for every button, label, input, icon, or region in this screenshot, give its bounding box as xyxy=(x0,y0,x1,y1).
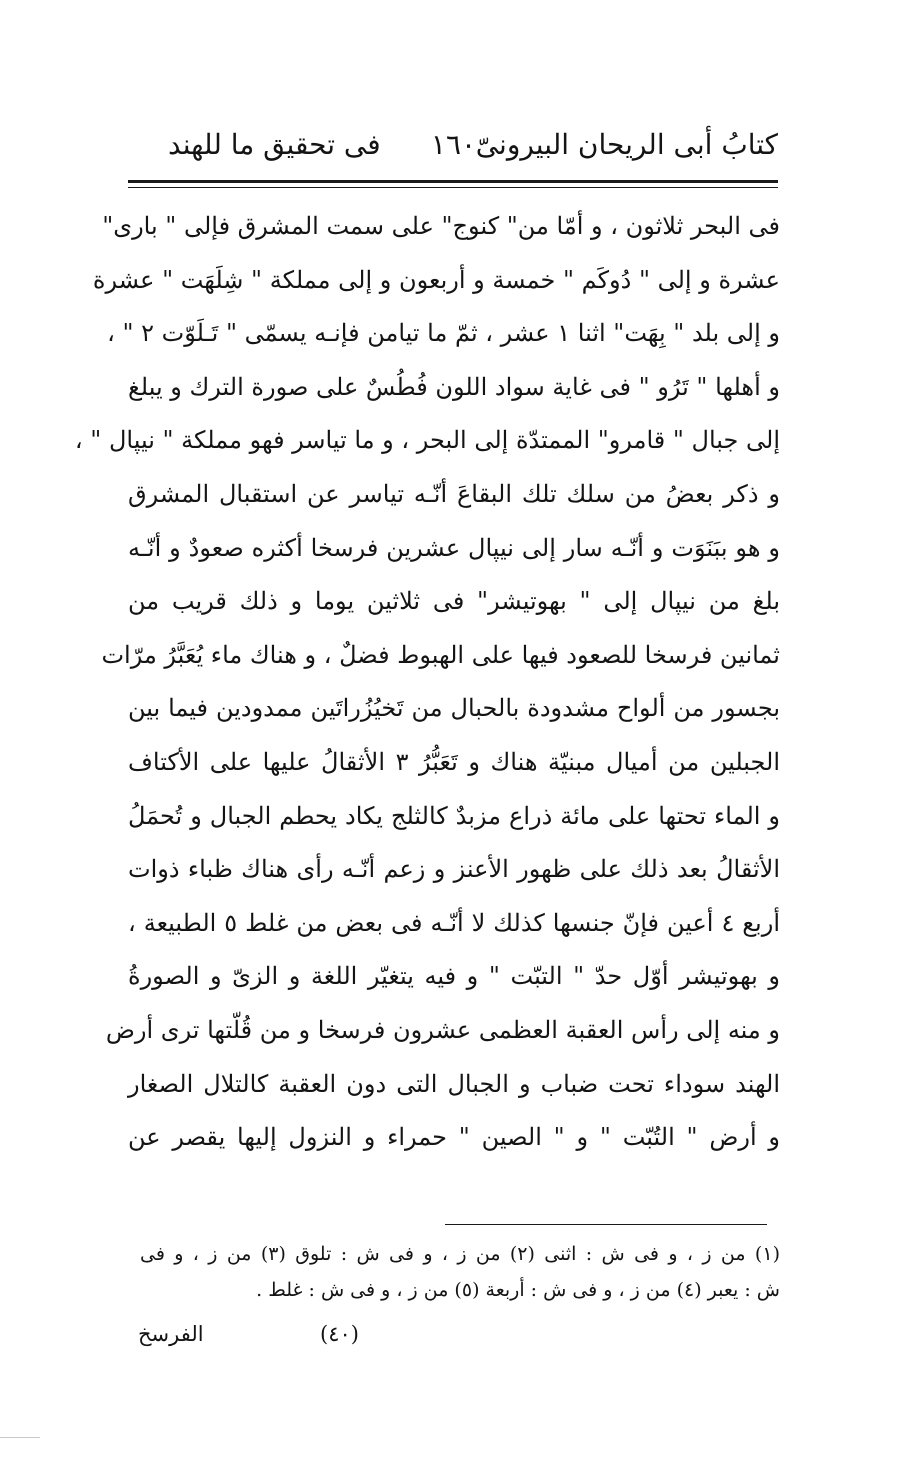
footnote-line: (١) من ز ، و فى ش : اثنى (٢) من ز ، و فى ش : تلوق (٣) من ز ، و فى xyxy=(140,1243,780,1265)
text-line: و أرض " التُبّت " و " الصين " حمراء و النزول إليها يقصر عن xyxy=(128,1123,780,1152)
page-header xyxy=(138,128,778,172)
page-number: ١٦٠ xyxy=(430,128,477,161)
text-line: و بهوتيشر أوّل حدّ " التبّت " و فيه يتغيّر اللغة و الزىّ و الصورةُ xyxy=(128,962,780,991)
text-line: أربع ٤ أعين فإنّ جنسها كذلك لا أنّـه فى بعض من غلط ٥ الطبيعة ، xyxy=(128,908,780,937)
text-line: بلغ من نيپال إلى " بهوتيشر" فى ثلاثين يوما و ذلك قريب من xyxy=(128,587,780,616)
text-line: بجسور من ألواح مشدودة بالحبال من تَخيُزُراتَين ممدودين فيما بين xyxy=(128,694,780,723)
footnotes xyxy=(140,1236,780,1308)
book-title: كتابُ أبى الريحان البيرونىّ xyxy=(475,128,778,161)
body-text xyxy=(74,200,780,1165)
book-subtitle: فى تحقيق ما للهند xyxy=(168,128,381,161)
header-rule-thick xyxy=(128,180,778,183)
text-line: فى البحر ثلاثون ، و أمّا من" كنوج" على سمت المشرق فإلى " بارى" xyxy=(102,212,780,240)
margin-mark xyxy=(0,1437,40,1438)
text-line: و منه إلى رأس العقبة العظمى عشرون فرسخا و من قُلّتها ترى أرض xyxy=(105,1015,780,1044)
text-line: و إلى بلد " بِهَت" اثنا ١ عشر ، ثمّ ما تيامن فإنـه يسمّى " تَـلَوّت ٢ " ، xyxy=(107,319,780,348)
text-line: إلى جبال " قامرو" الممتدّة إلى البحر ، و ما تياسر فهو مملكة " نيپال " ، xyxy=(74,426,780,455)
catchword: الفرسخ xyxy=(138,1322,204,1346)
signature-mark: (٤٠) xyxy=(320,1322,359,1346)
text-line: عشرة و إلى " دُوكَم " خمسة و أربعون و إلى مملكة " شِلَهَت " عشرة xyxy=(92,265,780,294)
text-line: و أهلها " تَرُو " فى غاية سواد اللون فُطُسٌ على صورة الترك و يبلغ xyxy=(128,372,780,401)
text-line: ثمانين فرسخا للصعود فيها على الهبوط فضلٌ ، و هناك ماء يُعَبَّرُ مرّات xyxy=(101,640,780,669)
text-line: الأثقالُ بعد ذلك على ظهور الأعنز و زعم أنّـه رأى هناك ظباء ذوات xyxy=(128,855,780,884)
footnote-line: ش : يعبر (٤) من ز ، و فى ش : أربعة (٥) من ز ، و فى ش : غلط . xyxy=(256,1279,780,1301)
text-line: الجبلين من أميال مبنيّة هناك و تَعَبُّرُ ٣ الأثقالُ عليها على الأكتاف xyxy=(128,747,780,776)
text-line: و الماء تحتها على مائة ذراع مزبدٌ كالثلج يكاد يحطم الجبال و تُحمَلُ xyxy=(128,801,780,830)
footnote-rule xyxy=(445,1224,767,1225)
text-line: الهند سوداء تحت ضباب و الجبال التى دون العقبة كالتلال الصغار xyxy=(128,1069,780,1098)
text-line: و هو ببَنَوَت و أنّـه سار إلى نيپال عشرين فرسخا أكثره صعودٌ و أنّـه xyxy=(128,533,780,562)
header-rule-thin xyxy=(128,187,778,188)
text-line: و ذكر بعضُ من سلك تلك البقاعَ أنّـه تياسر عن استقبال المشرق xyxy=(128,479,780,508)
